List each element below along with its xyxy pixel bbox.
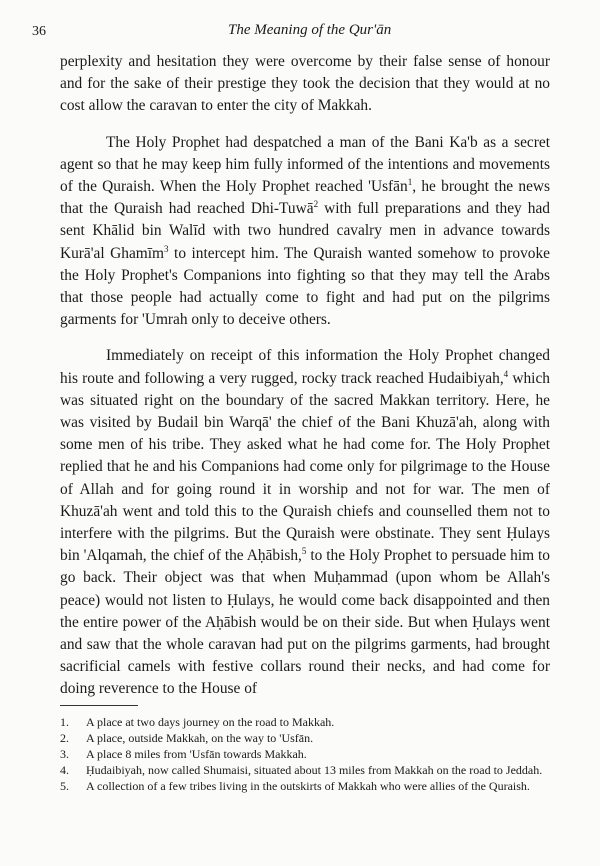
footnote-number: 5. <box>60 779 69 793</box>
footnote-text: A place at two days journey on the road to Makkah. <box>86 715 335 729</box>
footnote-1 <box>60 714 550 730</box>
text-segment: , he brought the news that the Quraish had reached Dhi-Tuwā <box>60 178 551 218</box>
body-text <box>60 51 550 701</box>
footnote-ref-4: 4 <box>503 368 509 379</box>
footnote-4 <box>60 762 550 778</box>
paragraph-3 <box>60 345 550 700</box>
footnote-5 <box>60 778 550 794</box>
footnote-text: A collection of a few tribes living in the outskirts of Makkah who were allies of the Quraish. <box>86 779 530 793</box>
paragraph-2 <box>60 132 550 332</box>
footnote-3 <box>60 746 550 762</box>
footnote-text: Ḥudaibiyah, now called Shumaisi, situated about 13 miles from Makkah on the road to Jeddah. <box>86 763 543 777</box>
footnote-ref-3: 3 <box>164 243 169 254</box>
page-number: 36 <box>32 24 46 39</box>
page-header <box>28 22 560 44</box>
footnote-2 <box>60 730 550 746</box>
footnote-text: A place 8 miles from 'Usfān towards Makkah. <box>86 747 307 761</box>
footnote-divider <box>60 705 138 706</box>
text-segment: The Holy Prophet had despatched a man of the Bani Ka'b as a secret agent so that he may keep him fully informed of the intentions and movements of the Quraish. When the Holy Prophet reached 'Usfān <box>60 133 550 196</box>
text-segment: with full preparations and they had sent Khālid bin Walīd with two hundred cavalry men in advance towards Kurā'al Ghamīm <box>60 200 551 262</box>
footnote-number: 2. <box>60 731 69 745</box>
text-segment: to the Holy Prophet to persuade him to go back. Their object was that when Muḥammad (upon whom be Allah's peace) would not listen to Ḥulays, he would come back disappointed and then the entire power of the Aḥābish would be on their side. But when Ḥulays went and saw that the whole caravan had put on the pilgrims garments, had brought sacrificial camels with festive collars round their necks, and had come for doing reverence to the House of <box>60 547 550 698</box>
footnote-number: 3. <box>60 747 69 761</box>
footnote-number: 1. <box>60 715 69 729</box>
footnote-text: A place, outside Makkah, on the way to 'Usfān. <box>86 731 314 745</box>
footnote-ref-2: 2 <box>313 199 319 210</box>
footnotes <box>60 714 550 794</box>
text-segment: Immediately on receipt of this information the Holy Prophet changed his route and following a very rugged, rocky track reached Hudaibiyah, <box>60 347 550 387</box>
paragraph-1: perplexity and hesitation they were overcome by their false sense of honour and for the sake of their prestige they took the decision that they would at no cost allow the caravan to enter the city of Makkah. <box>60 53 550 115</box>
footnote-ref-1: 1 <box>407 176 413 187</box>
running-title: The Meaning of the Qur'ān <box>228 22 392 38</box>
text-segment: to intercept him. The Quraish wanted somehow to provoke the Holy Prophet's Companions into fighting so that they may tell the Arabs that those people had actually come to fight and had put on the pilgrims garments for 'Umrah only to deceive others. <box>60 244 550 329</box>
text-segment: which was situated right on the boundary of the sacred Makkan territory. Here, he was visited by Budail bin Warqā' the chief of the Bani Khuzā'ah, along with some men of his tribe. They asked what he had come for. The Holy Prophet replied that he and his Companions had come only for pilgrimage to the House of Allah and for going round it in worship and not for war. The men of Khuzā'ah went and told this to the Quraish chiefs and counselled them not to interfere with the pilgrims. But the Quraish were obstinate. They sent Ḥulays bin 'Alqamah, the chief of the Aḥābish, <box>60 369 550 565</box>
footnote-ref-5: 5 <box>301 546 307 557</box>
footnote-number: 4. <box>60 763 69 777</box>
